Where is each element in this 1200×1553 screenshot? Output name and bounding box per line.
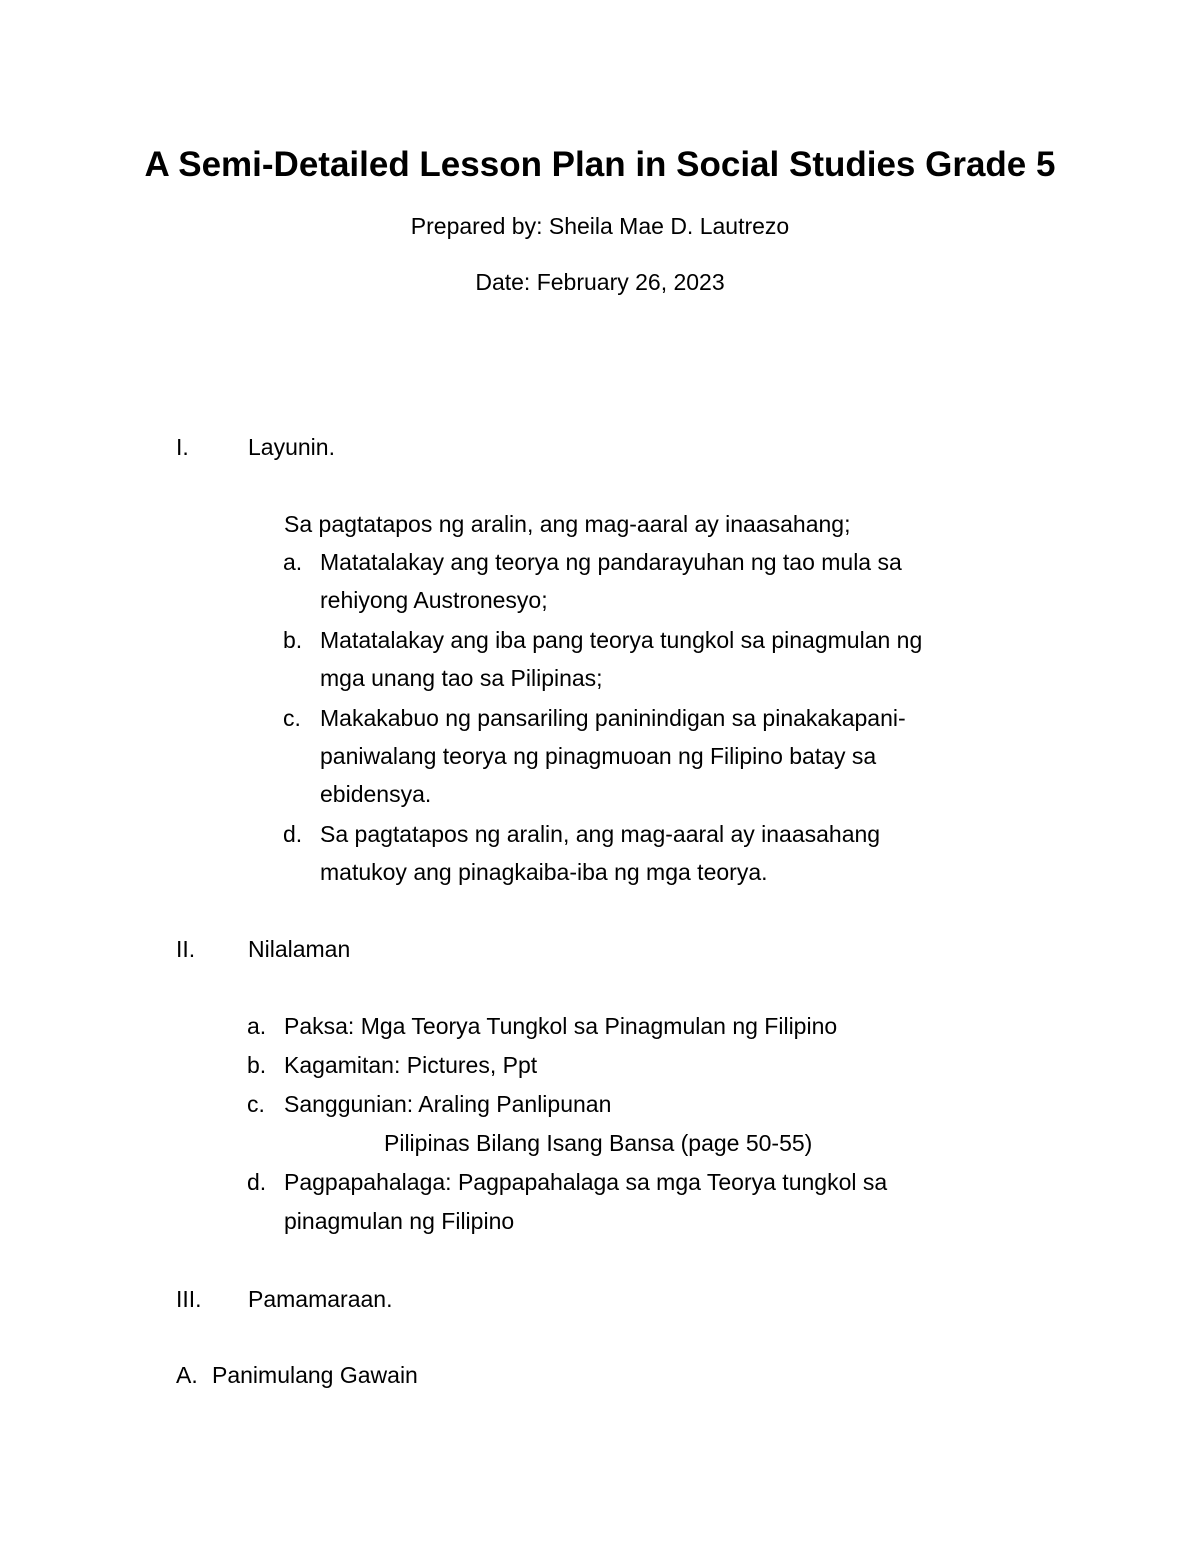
subsection-heading: Panimulang Gawain xyxy=(212,1362,418,1388)
section-numeral: I. xyxy=(176,434,189,460)
objectives-intro: Sa pagtatapos ng aralin, ang mag-aaral ay inaasahang; xyxy=(284,511,851,537)
section-heading: Nilalaman xyxy=(248,936,351,962)
list-item-line: mga unang tao sa Pilipinas; xyxy=(320,665,603,691)
section-numeral: II. xyxy=(176,936,196,962)
list-marker: d. xyxy=(247,1169,267,1195)
list-item-line: ebidensya. xyxy=(320,781,432,807)
document-date: Date: February 26, 2023 xyxy=(475,269,725,295)
prepared-by: Prepared by: Sheila Mae D. Lautrezo xyxy=(410,213,790,239)
list-item-line: Sanggunian: Araling Panlipunan xyxy=(284,1091,612,1117)
list-item-line: Pilipinas Bilang Isang Bansa (page 50-55) xyxy=(384,1130,813,1156)
list-item-line: matukoy ang pinagkaiba-iba ng mga teorya. xyxy=(320,859,768,885)
list-marker: b. xyxy=(247,1052,267,1078)
list-marker: c. xyxy=(283,705,301,731)
list-marker: d. xyxy=(283,821,303,847)
list-item-line: rehiyong Austronesyo; xyxy=(320,587,548,613)
list-marker: c. xyxy=(247,1091,265,1117)
list-item-line: pinagmulan ng Filipino xyxy=(284,1208,515,1234)
list-item-line: Kagamitan: Pictures, Ppt xyxy=(284,1052,538,1078)
list-item-line: Pagpapahalaga: Pagpapahalaga sa mga Teorya tungkol sa xyxy=(284,1169,888,1195)
section-numeral: III. xyxy=(176,1286,202,1312)
list-item-line: Matatalakay ang iba pang teorya tungkol sa pinagmulan ng xyxy=(320,627,923,653)
list-item-line: Sa pagtatapos ng aralin, ang mag-aaral ay inaasahang xyxy=(320,821,881,847)
list-item-line: Matatalakay ang teorya ng pandarayuhan ng tao mula sa xyxy=(320,549,902,575)
list-item-line: Makakabuo ng pansariling paninindigan sa pinakakapani- xyxy=(320,705,906,731)
list-marker: b. xyxy=(283,627,303,653)
list-item-line: paniwalang teorya ng pinagmuoan ng Filipino batay sa xyxy=(320,743,877,769)
list-item-line: Paksa: Mga Teorya Tungkol sa Pinagmulan ng Filipino xyxy=(284,1013,838,1039)
list-marker: a. xyxy=(247,1013,267,1039)
page-title: A Semi-Detailed Lesson Plan in Social Studies Grade 5 xyxy=(144,145,1056,184)
list-marker: a. xyxy=(283,549,303,575)
section-heading: Pamamaraan. xyxy=(248,1286,393,1312)
section-heading: Layunin. xyxy=(248,434,335,460)
subsection-letter: A. xyxy=(176,1362,198,1388)
